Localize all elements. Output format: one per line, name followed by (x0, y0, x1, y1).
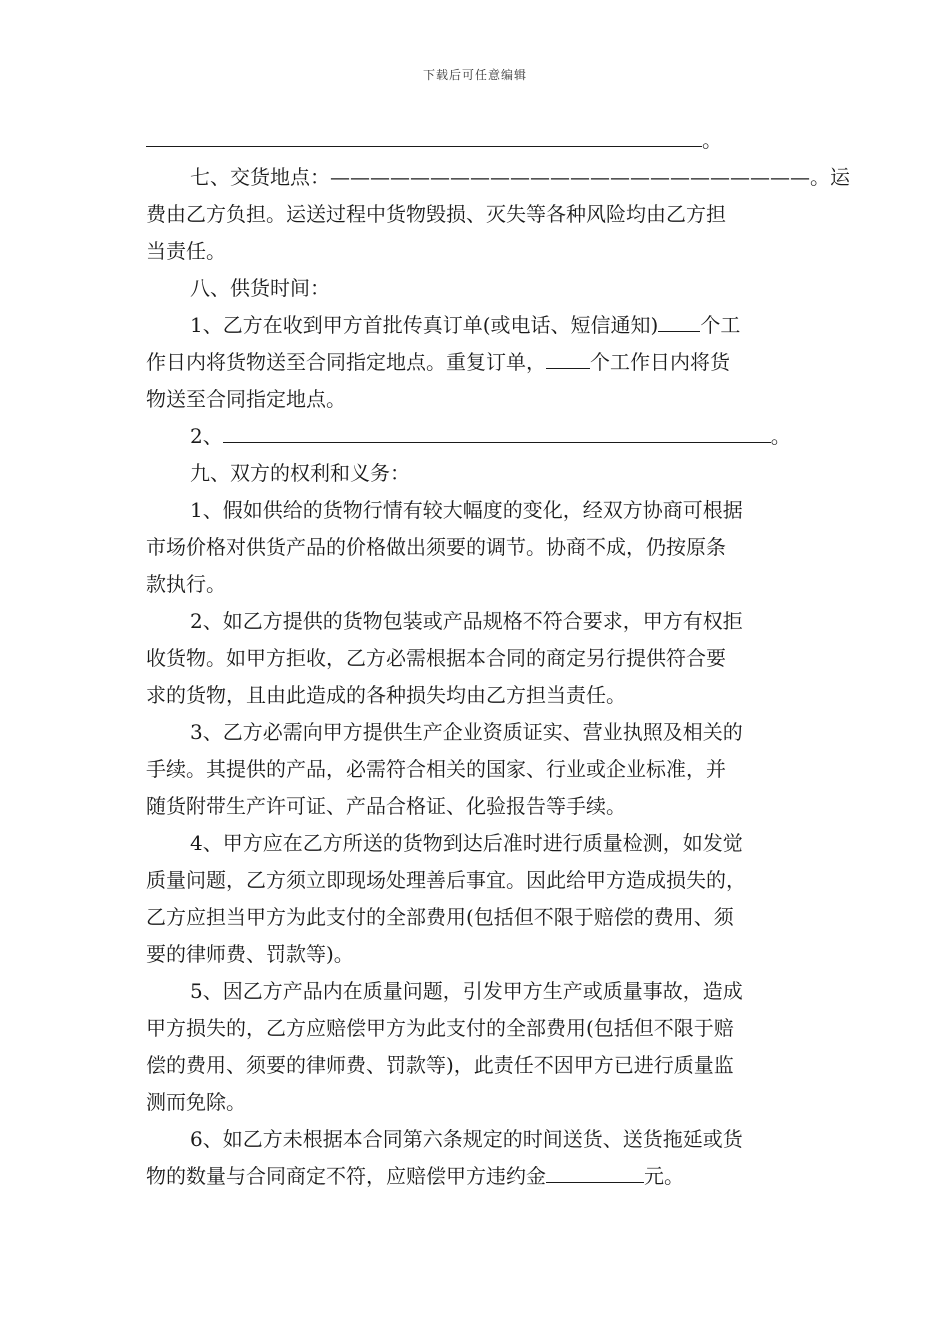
line-text: 6、如乙方未根据本合同第六条规定的时间送货、送货拖延或货 (190, 1127, 743, 1151)
line-text: 2、如乙方提供的货物包装或产品规格不符合要求，甲方有权拒 (190, 609, 743, 633)
line-text: 物送至合同指定地点。 (146, 387, 346, 411)
line-text: 当责任。 (146, 239, 226, 263)
text-line (146, 677, 806, 714)
line-text: 物的数量与合同商定不符，应赔偿甲方违约金 (146, 1164, 546, 1188)
text-line (146, 936, 806, 973)
line-text: 作日内将货物送至合同指定地点。重复订单， (146, 350, 546, 374)
text-line (146, 751, 806, 788)
text-line (146, 862, 806, 899)
fill-blank (546, 1158, 644, 1183)
line-text: 手续。其提供的产品，必需符合相关的国家、行业或企业标准，并 (146, 757, 726, 781)
text-line (146, 159, 850, 196)
fill-blank (546, 344, 590, 369)
line-text: 要的律师费、罚款等)。 (146, 942, 354, 966)
text-line (146, 455, 806, 492)
text-line (146, 344, 806, 381)
line-text: 市场价格对供货产品的价格做出须要的调节。协商不成，仍按原条 (146, 535, 726, 559)
line-text: 个工 (700, 313, 741, 337)
text-line (146, 381, 806, 418)
text-line (146, 1121, 806, 1158)
text-line (146, 1047, 806, 1084)
text-line (146, 714, 806, 751)
line-text: 1、假如供给的货物行情有较大幅度的变化，经双方协商可根据 (190, 498, 743, 522)
line-text: 求的货物，且由此造成的各种损失均由乙方担当责任。 (146, 683, 626, 707)
line-text: 测而免除。 (146, 1090, 246, 1114)
text-line (146, 307, 806, 344)
text-line (146, 1010, 806, 1047)
line-text: 。 (702, 128, 722, 152)
fill-blank (146, 122, 702, 147)
text-line (146, 418, 806, 455)
line-text: 收货物。如甲方拒收，乙方必需根据本合同的商定另行提供符合要 (146, 646, 726, 670)
text-line (146, 973, 806, 1010)
text-line (146, 122, 806, 159)
line-text: 。 (770, 424, 791, 448)
text-line (146, 270, 806, 307)
line-text: 乙方应担当甲方为此支付的全部费用(包括但不限于赔偿的费用、须 (146, 905, 734, 929)
text-line (146, 899, 806, 936)
line-text: 5、因乙方产品内在质量问题，引发甲方生产或质量事故，造成 (190, 979, 743, 1003)
text-line (146, 566, 806, 603)
text-line (146, 1158, 806, 1195)
document-body (146, 122, 850, 1195)
line-text: 偿的费用、须要的律师费、罚款等)，此责任不因甲方已进行质量监 (146, 1053, 734, 1077)
text-line (146, 640, 806, 677)
line-text: 1、乙方在收到甲方首批传真订单(或电话、短信通知) (190, 313, 659, 337)
text-line (146, 1084, 806, 1121)
line-text: 个工作日内将货 (590, 350, 730, 374)
line-text: 质量问题，乙方须立即现场处理善后事宜。因此给甲方造成损失的， (146, 868, 746, 892)
section-heading-delivery-place: 七、交货地点：————————————————————————。运 (190, 165, 850, 189)
section-heading-rights-obligations: 九、双方的权利和义务： (190, 461, 410, 485)
line-text: 元。 (644, 1164, 684, 1188)
line-text: 3、乙方必需向甲方提供生产企业资质证实、营业执照及相关的 (190, 720, 743, 744)
text-line (146, 196, 806, 233)
line-text: 甲方损失的，乙方应赔偿甲方为此支付的全部费用(包括但不限于赔 (146, 1016, 734, 1040)
line-text: 款执行。 (146, 572, 226, 596)
line-text: 随货附带生产许可证、产品合格证、化验报告等手续。 (146, 794, 626, 818)
text-line (146, 825, 806, 862)
line-text: 2、 (190, 424, 223, 448)
line-text: 4、甲方应在乙方所送的货物到达后准时进行质量检测，如发觉 (190, 831, 743, 855)
section-heading-supply-time: 八、供货时间： (190, 276, 330, 300)
text-line (146, 492, 806, 529)
fill-blank (223, 418, 771, 443)
text-line (146, 529, 806, 566)
text-line (146, 788, 806, 825)
text-line (146, 603, 806, 640)
line-text: 费由乙方负担。运送过程中货物毁损、灭失等各种风险均由乙方担 (146, 202, 726, 226)
page-header-note: 下载后可任意编辑 (422, 68, 527, 82)
text-line (146, 233, 806, 270)
fill-blank (658, 307, 700, 332)
